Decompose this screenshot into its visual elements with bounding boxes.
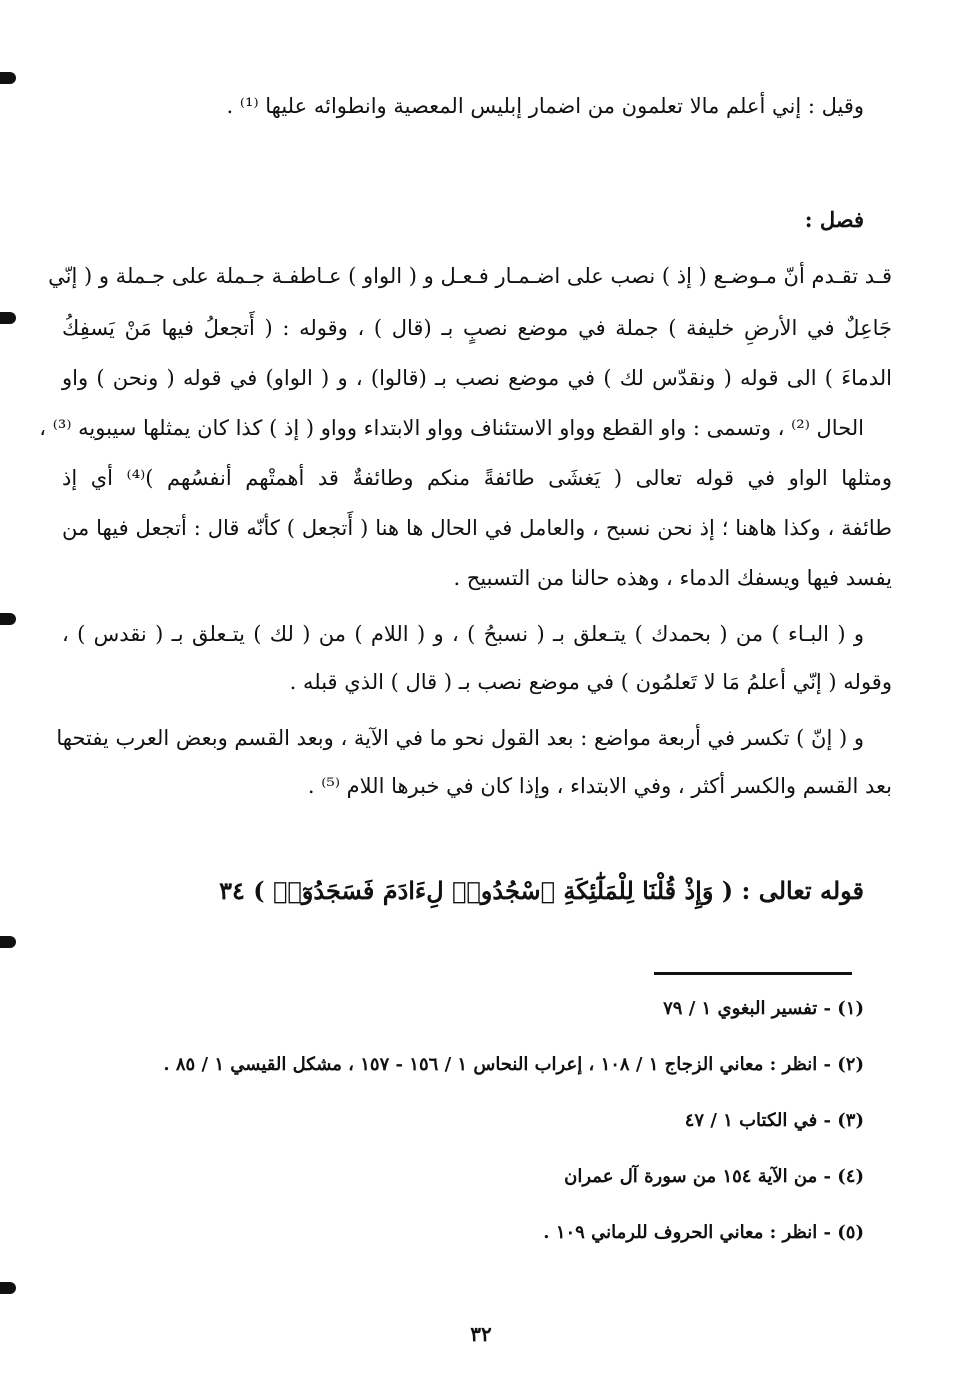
footnote-3: (٣) - في الكتاب ١ / ٤٧ — [684, 1110, 864, 1131]
binding-mark — [0, 936, 16, 948]
footnote-separator — [654, 972, 852, 975]
paragraph-line: جَاعِلٌ في الأرضِ خليفة ) جملة في موضع نصبٍ بـ (قال ) ، وقوله : ( أَتجعلُ فيها مَنْ يَسفِكُ — [62, 316, 892, 340]
paragraph-line: بعد القسم والكسر أكثر ، وفي الابتداء ، وإذا كان في خبرها اللام ⁽⁵⁾ . — [307, 774, 892, 798]
footnote-2: (٢) - انظر : معاني الزجاج ١ / ١٠٨ ، إعراب النحاس ١ / ١٥٦ - ١٥٧ ، مشكل القيسي ١ / ٨٥ . — [163, 1054, 864, 1075]
paragraph-line: ومثلها الواو في قوله تعالى ( يَغشَى طائفةً منكم وطائفةٌ قد أهمتْهم أنفسُهم )⁽⁴⁾ أي إذ — [62, 466, 892, 490]
paragraph-line: و ( إنّ ) تكسر في أربعة مواضع : بعد القول نحو ما في الآية ، وبعد القسم وبعض العرب يفتحها — [56, 726, 864, 750]
paragraph-line: و ( البـاء ) من ( بحمدك ) يتـعلق بـ ( نسبحُ ) ، و ( اللام ) من ( لك ) يتـعلق بـ ( نقدس ) ، — [62, 622, 864, 646]
paragraph-line: قـد تقـدم أنّ مـوضـع ( إذ ) نصب على اضـمـار فـعـل و ( الواو ) عـاطفـة جـملة على جـملة و ( إنّي — [48, 264, 892, 288]
paragraph-line: الحال ⁽²⁾ ، وتسمى : واو القطع وواو الاستئناف وواو الابتداء وواو ( إذ ) كذا كان يمثلها سيبويه ⁽³⁾ ، — [39, 416, 864, 440]
footnote-5: (٥) - انظر : معاني الحروف للرماني ١٠٩ . — [543, 1222, 864, 1243]
binding-mark — [0, 613, 16, 625]
paragraph-line: يفسد فيها ويسفك الدماء ، وهذه حالنا من التسبيح . — [453, 566, 892, 590]
paragraph-line: وقوله ( إنّي أعلمُ مَا لا تَعلمُون ) في موضع نصب بـ ( قال ) الذي قبله . — [289, 670, 892, 694]
binding-mark — [0, 312, 16, 324]
footnote-4: (٤) - من الآية ١٥٤ من سورة آل عمران — [564, 1166, 864, 1187]
paragraph-line: طائفة ، وكذا هاهنا ؛ إذ نحن نسبح ، والعامل في الحال ها هنا ( أَتجعل ) كأنّه قال : أتجعل فيها من — [62, 516, 892, 540]
top-line: وقيل : إني أعلم مالا تعلمون من اضمار إبليس المعصية وانطوائه عليها ⁽¹⁾ . — [226, 94, 864, 118]
verse-heading: قوله تعالى : ( وَإِذْ قُلْنَا لِلْمَلَٰٓئِكَةِ ٱسْجُدُوا۟ لِءَادَمَ فَسَجَدُوٓا۟ ) ٣٤ — [219, 876, 864, 905]
binding-mark — [0, 72, 16, 84]
section-title: فصل : — [804, 207, 864, 232]
page-number: ٣٢ — [470, 1322, 492, 1346]
footnote-1: (١) - تفسير البغوي ١ / ٧٩ — [663, 998, 864, 1019]
paragraph-line: الدماءَ ) الى قوله ( ونقدّس لك ) في موضع نصب بـ (قالوا) ، و ( الواو) في قوله ( ونحن ) واو — [62, 366, 892, 390]
binding-mark — [0, 1282, 16, 1294]
